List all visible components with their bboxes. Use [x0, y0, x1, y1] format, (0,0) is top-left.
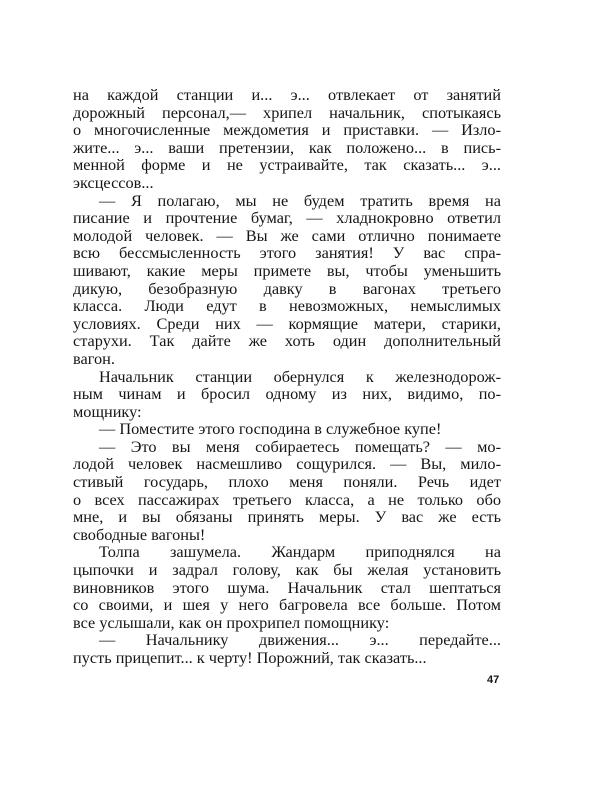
text-line: Толпа зашумела. Жандарм приподнялся на	[99, 542, 501, 562]
text-line: — Это вы меня собираетесь помещать? — мо-	[99, 436, 501, 456]
text-line: условиях. Среди них — кормящие матери, старики,	[73, 313, 501, 333]
text-line: молодой человек. — Вы же сами отлично понимаете	[73, 225, 501, 245]
text-line: менной форме и не устраивайте, так сказать... э...	[73, 155, 501, 175]
text-line: Начальник станции обернулся к железнодорож-	[99, 366, 501, 386]
text-line: писание и прочтение бумаг, — хладнокровно ответил	[73, 208, 501, 228]
paragraph	[73, 368, 501, 421]
text-line: со своими, и шея у него багровела все больше. Потом	[73, 595, 501, 615]
text-line: лодой человек насмешливо сощурился. — Вы, мило-	[73, 454, 501, 474]
text-line: цыпочки и задрал голову, как бы желая установить	[73, 560, 501, 580]
text-line: все услышали, как он прохрипел помощнику:	[73, 612, 390, 632]
text-line: о многочисленные междометия и приставки. — Изло-	[73, 120, 501, 140]
text-line: жите... э... ваши претензии, как положено... в пись-	[73, 137, 501, 157]
text-line: дорожный персонал,— хрипел начальник, спотыкаясь	[73, 102, 501, 122]
paragraph	[73, 631, 501, 666]
text-line: вагон.	[73, 348, 115, 368]
paragraph	[73, 420, 501, 438]
text-line: — Начальнику движения... э... передайте...	[99, 630, 501, 650]
text-line: мощнику:	[73, 401, 142, 421]
text-line: всю бессмысленность этого занятия! У вас спра-	[73, 243, 501, 263]
text-line: старухи. Так дайте же хоть один дополнительный	[73, 331, 501, 351]
text-line: — Поместите этого господина в служебное купе!	[99, 419, 442, 439]
page-number: 47	[487, 674, 500, 686]
paragraph	[73, 438, 501, 544]
book-page-text	[73, 86, 501, 667]
text-line: ным чинам и бросил одному из них, видимо, по-	[73, 384, 501, 404]
text-line: о всех пассажирах третьего класса, а не только обо	[73, 489, 501, 509]
text-line: мне, и вы обязаны принять меры. У вас же есть	[73, 507, 501, 527]
text-line: свободные вагоны!	[73, 524, 206, 544]
text-line: эксцессов...	[73, 172, 154, 192]
text-line: пусть прицепит... к черту! Порожний, так сказать...	[73, 648, 427, 667]
paragraph	[73, 543, 501, 631]
text-line: дикую, безобразную давку в вагонах третьего	[73, 278, 501, 298]
paragraph	[73, 192, 501, 368]
text-line: виновников этого шума. Начальник стал шептаться	[73, 577, 501, 597]
text-line: стивый государь, плохо меня поняли. Речь идет	[73, 472, 501, 492]
text-line: — Я полагаю, мы не будем тратить время на	[99, 190, 501, 210]
text-line: шивают, какие меры примете вы, чтобы уменьшить	[73, 260, 501, 280]
text-line: класса. Люди едут в невозможных, немыслимых	[73, 296, 501, 316]
paragraph	[73, 86, 501, 192]
text-line: на каждой станции и... э... отвлекает от занятий	[73, 85, 501, 104]
